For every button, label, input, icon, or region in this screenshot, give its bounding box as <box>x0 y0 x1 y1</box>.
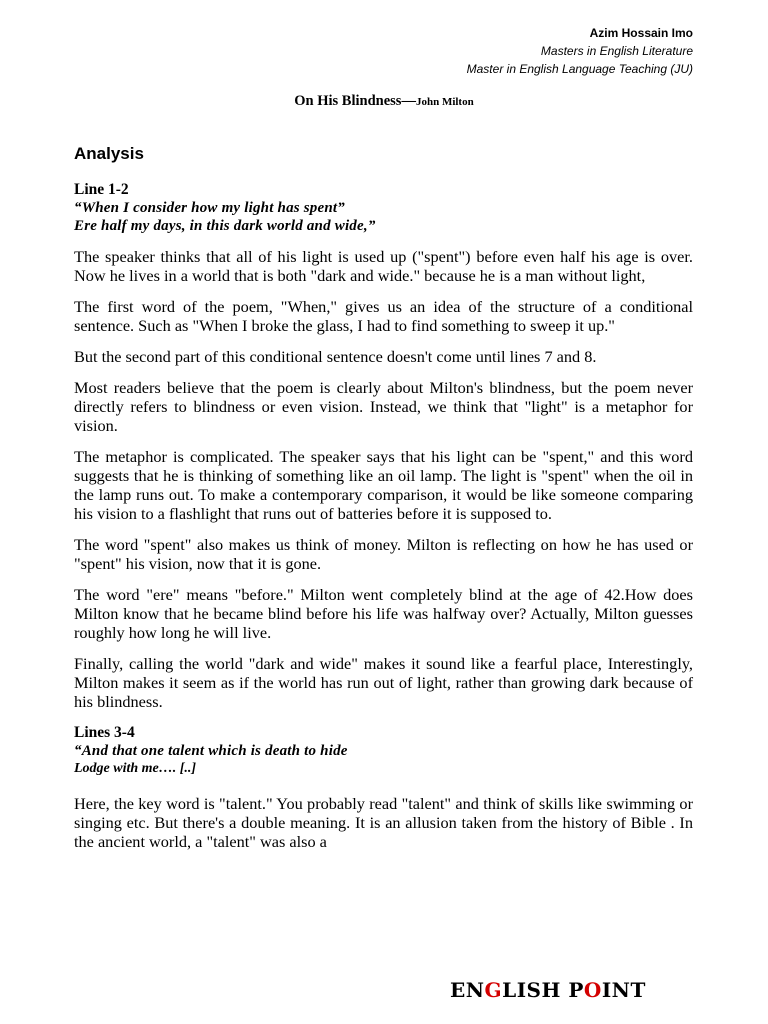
document-body <box>74 180 693 851</box>
section-heading: Analysis <box>74 144 144 163</box>
author-degree-1: Masters in English Literature <box>540 44 693 58</box>
quote-line-1: “When I consider how my light has spent” <box>74 200 345 216</box>
poet-name: John Milton <box>415 96 474 108</box>
paragraph: The word "ere" means "before." Milton went completely blind at the age of 42.How does Milton know that he became blind before his life was halfway over? Actually, Milton guesses roughly how long he will live. <box>74 585 693 642</box>
english-point-logo <box>450 978 646 1002</box>
page-title <box>0 93 768 110</box>
logo-g-glyph: G <box>484 978 503 1002</box>
paragraph: The first word of the poem, "When," gives us an idea of the structure of a conditional sentence. Such as "When I broke the glass, I had to find something to sweep it up." <box>74 297 693 335</box>
logo-text-part-2: LISH P <box>502 978 584 1002</box>
quote-line-4: Lodge with me…. [..] <box>74 761 197 776</box>
logo-text-part-3: INT <box>601 978 646 1002</box>
quote-line-2: Ere half my days, in this dark world and wide,” <box>74 218 376 234</box>
quote-line-3: “And that one talent which is death to hide <box>74 743 348 759</box>
logo-text-part-1: EN <box>450 978 485 1002</box>
author-block <box>467 24 693 78</box>
author-name: Azim Hossain Imo <box>589 26 693 40</box>
paragraph: The metaphor is complicated. The speaker says that his light can be "spent," and this word suggests that he is thinking of something like an oil lamp. The light is "spent" when the oil in the lamp runs out. To make a contemporary comparison, it would be like someone comparing his vision to a flashlight that runs out of batteries before it is supposed to. <box>74 447 693 523</box>
paragraph: The word "spent" also makes us think of money. Milton is reflecting on how he has used or "spent" his vision, now that it is gone. <box>74 535 693 573</box>
logo-o-glyph: O <box>583 978 602 1002</box>
section-label-lines-1-2: Line 1-2 <box>74 181 129 198</box>
author-degree-2: Master in English Language Teaching (JU) <box>466 62 693 76</box>
poem-title: On His Blindness— <box>294 93 416 109</box>
paragraph: The speaker thinks that all of his light is used up ("spent") before even half his age is over. Now he lives in a world that is both "dark and wide." because he is a man without light, <box>74 247 693 285</box>
paragraph: Here, the key word is "talent." You probably read "talent" and think of skills like swimming or singing etc. But there's a double meaning. It is an allusion taken from the history of Bible . In the ancient world, a "talent" was also a <box>74 794 693 851</box>
paragraph: But the second part of this conditional sentence doesn't come until lines 7 and 8. <box>74 347 597 366</box>
section-label-lines-3-4: Lines 3-4 <box>74 724 135 741</box>
paragraph: Most readers believe that the poem is clearly about Milton's blindness, but the poem never directly refers to blindness or even vision. Instead, we think that "light" is a metaphor for vision. <box>74 378 693 435</box>
paragraph: Finally, calling the world "dark and wide" makes it sound like a fearful place, Interestingly, Milton makes it seem as if the world has run out of light, rather than growing dark because of his blindness. <box>74 654 693 711</box>
